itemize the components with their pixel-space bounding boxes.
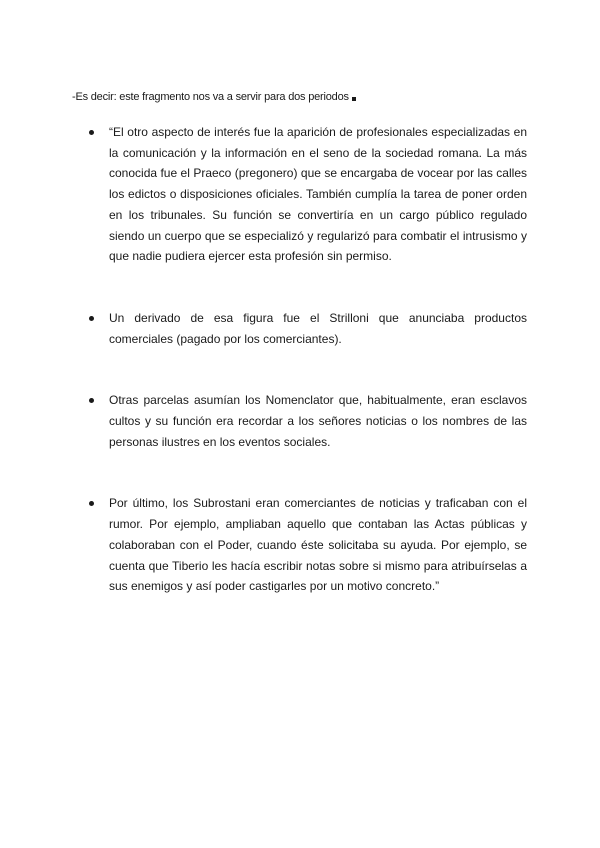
square-bullet-icon (352, 97, 356, 101)
bullet-dot-icon (89, 398, 94, 403)
bullet-dot-icon (89, 501, 94, 506)
bullet-dot-icon (89, 130, 94, 135)
bullet-list (0, 122, 600, 597)
list-item (109, 122, 527, 267)
intro-text: -Es decir: este fragmento nos va a servir para dos periodos (72, 91, 349, 103)
list-item (109, 308, 527, 349)
paragraph-nomenclator: Otras parcelas asumían los Nomenclator que, habitualmente, eran esclavos cultos y su función era recordar a los señores noticias o los nombres de las personas ilustres en los eventos sociales. (109, 393, 527, 449)
list-item (109, 390, 527, 452)
paragraph-strilloni: Un derivado de esa figura fue el Strilloni que anunciaba productos comerciales (pagado por los comerciantes). (109, 310, 527, 346)
paragraph-subrostani: Por último, los Subrostani eran comerciantes de noticias y traficaban con el rumor. Por ejemplo, ampliaban aquello que contaban las Actas públicas y colaboraban con el Poder, cuando éste solicitaba su ayuda. Por ejemplo, se cuenta que Tiberio les hacía escribir notas sobre si mismo para atribuírselas a sus enemigos y así poder castigarles por un motivo concreto.” (109, 496, 527, 594)
bullet-dot-icon (89, 316, 94, 321)
intro-line (72, 90, 356, 104)
paragraph-praeco: “El otro aspecto de interés fue la aparición de profesionales especializadas en la comunicación y la información en el seno de la sociedad romana. La más conocida fue el Praeco (pregonero) que se encargaba de vocear por las calles los edictos o disposiciones oficiales. También cumplía la tarea de poner orden en los tribunales. Su función se convertiría en un cargo público regulado siendo un cuerpo que se especializó y regularizó para combatir el intrusismo y que nadie pudiera ejercer esta profesión sin permiso. (109, 125, 527, 264)
list-item (109, 493, 527, 597)
